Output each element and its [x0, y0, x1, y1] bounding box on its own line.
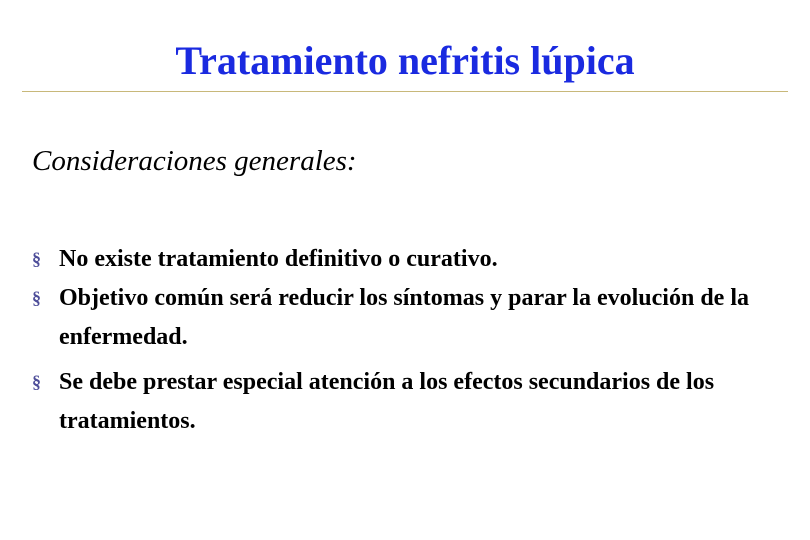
- bullet-list: [32, 240, 792, 441]
- bullet-item: [32, 240, 792, 279]
- bullet-marker-icon: §: [32, 249, 41, 269]
- title-divider: [22, 91, 788, 92]
- bullet-text: No existe tratamiento definitivo o curativo.: [59, 246, 498, 272]
- bullet-item: [32, 363, 719, 441]
- bullet-marker-icon: §: [32, 288, 41, 308]
- slide-title: Tratamiento nefritis lúpica: [175, 38, 635, 83]
- section-subtitle: Consideraciones generales:: [32, 145, 357, 177]
- bullet-item: [32, 279, 799, 357]
- bullet-text: Se debe prestar especial atención a los efectos secundarios de los tratamientos.: [59, 369, 715, 434]
- bullet-marker-icon: §: [32, 372, 41, 392]
- bullet-text: Objetivo común será reducir los síntomas y parar la evolución de la enfermedad.: [59, 285, 749, 350]
